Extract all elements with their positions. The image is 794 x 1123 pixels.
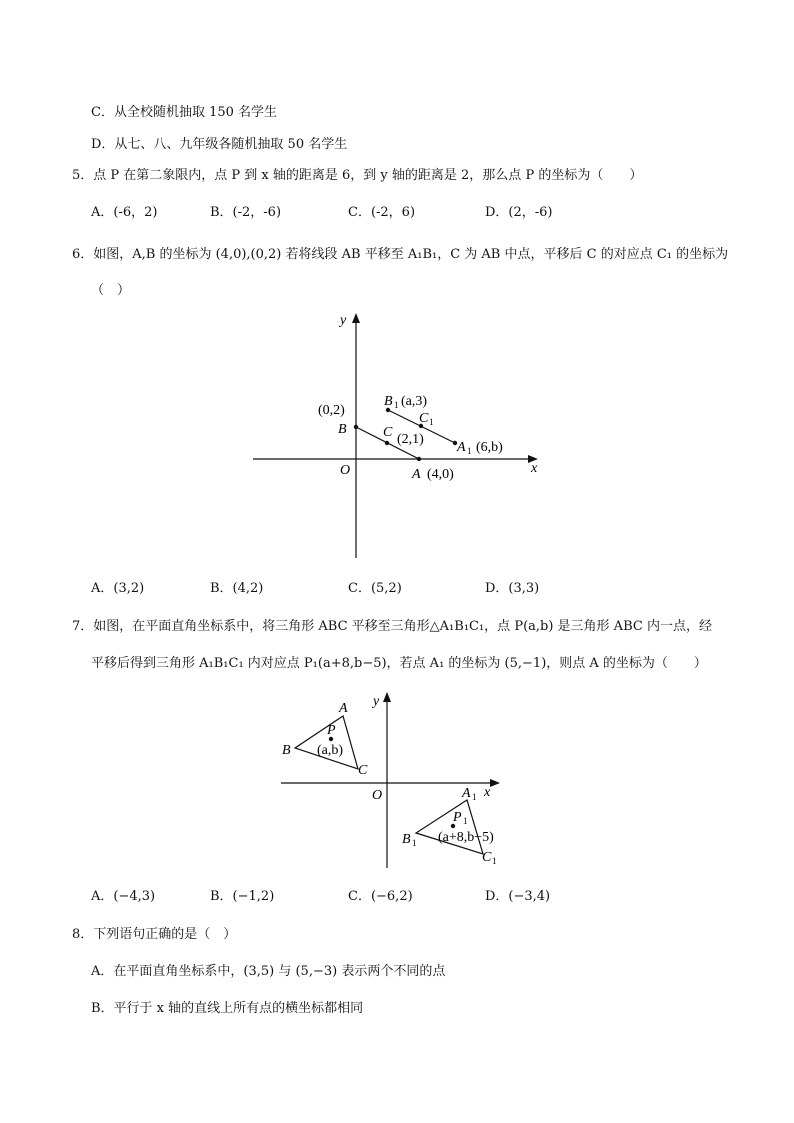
q8-option-b: B．平行于 x 轴的直线上所有点的横坐标都相同 bbox=[91, 1001, 364, 1016]
q5-option-d: D．(2，-6) bbox=[485, 205, 553, 220]
q4-option-c: C．从全校随机抽取 150 名学生 bbox=[91, 105, 278, 120]
q7-option-b: B．(−1,2) bbox=[210, 889, 275, 904]
q7-label-b1: B bbox=[402, 832, 411, 847]
q6-label-a1-coord: (6,b) bbox=[476, 440, 503, 455]
q6-label-b1: B bbox=[384, 394, 393, 409]
q6-label-c-coord: (2,1) bbox=[397, 432, 424, 447]
q6-label-a1: A bbox=[457, 440, 466, 455]
q7-label-c1-sub: 1 bbox=[492, 856, 497, 866]
q5-stem: 5．点 P 在第二象限内，点 P 到 x 轴的距离是 6，到 y 轴的距离是 2，那么点 P 的坐标为（ ） bbox=[72, 168, 643, 183]
q6-label-c1-sub: 1 bbox=[429, 417, 434, 427]
q4-option-d: D．从七、八、九年级各随机抽取 50 名学生 bbox=[91, 137, 348, 152]
q7-figure bbox=[276, 688, 516, 878]
q5-option-a: A．(-6，2) bbox=[91, 205, 158, 220]
q7-label-p-coord: (a,b) bbox=[317, 743, 344, 758]
q6-stem-paren: （ ） bbox=[91, 283, 131, 298]
q6-option-b: B．(4,2) bbox=[210, 581, 264, 596]
q7-label-a: A bbox=[339, 701, 348, 716]
q7-stem: 7．如图，在平面直角坐标系中，将三角形 ABC 平移至三角形△A₁B₁C₁，点 P(a,b) 是三角形 ABC 内一点，经 bbox=[72, 619, 712, 634]
q7-label-p1-sub: 1 bbox=[463, 816, 468, 826]
q7-axis-y-label: y bbox=[373, 694, 380, 709]
q6-y-arrow-icon bbox=[352, 313, 360, 323]
q7-origin-label: O bbox=[372, 788, 383, 803]
q7-y-arrow-icon bbox=[383, 692, 391, 702]
q6-label-a-coord: (4,0) bbox=[427, 467, 454, 482]
q6-label-b-coord: (0,2) bbox=[318, 403, 345, 418]
q7-label-p1: P bbox=[453, 810, 462, 825]
q6-point-b bbox=[354, 425, 358, 429]
q6-figure bbox=[250, 305, 550, 565]
q7-label-c: C bbox=[358, 763, 368, 778]
q6-label-b1-sub: 1 bbox=[394, 400, 399, 410]
q6-point-a bbox=[417, 457, 421, 461]
q7-stem-cont: 平移后得到三角形 A₁B₁C₁ 内对应点 P₁(a+8,b−5)，若点 A₁ 的坐标为 (5,−1)，则点 A 的坐标为（ ） bbox=[91, 656, 707, 671]
q7-x-arrow-icon bbox=[490, 779, 500, 787]
q7-label-a1-sub: 1 bbox=[472, 792, 477, 802]
q7-option-a: A．(−4,3) bbox=[91, 889, 156, 904]
q7-label-b1-sub: 1 bbox=[412, 838, 417, 848]
q7-option-d: D．(−3,4) bbox=[485, 889, 551, 904]
q6-label-c: C bbox=[383, 425, 393, 440]
q7-label-p: P bbox=[327, 723, 336, 738]
q6-stem: 6．如图，A,B 的坐标为 (4,0),(0,2) 若将线段 AB 平移至 A₁B₁，C 为 AB 中点，平移后 C 的对应点 C₁ 的坐标为 bbox=[72, 247, 729, 262]
q6-axis-y-label: y bbox=[340, 313, 347, 328]
q8-option-a: A．在平面直角坐标系中，(3,5) 与 (5,−3) 表示两个不同的点 bbox=[91, 964, 446, 979]
q5-option-c: C．(-2，6) bbox=[348, 205, 416, 220]
q6-axis-x-label: x bbox=[531, 461, 538, 476]
q6-option-d: D．(3,3) bbox=[485, 581, 540, 596]
q8-stem: 8．下列语句正确的是（ ） bbox=[72, 927, 237, 942]
q6-label-b1-coord: (a,3) bbox=[401, 394, 428, 409]
q6-label-c1: C bbox=[419, 411, 429, 426]
q7-label-a1: A bbox=[462, 786, 471, 801]
q7-option-c: C．(−6,2) bbox=[348, 889, 413, 904]
q6-label-b: B bbox=[338, 422, 347, 437]
q7-label-c1: C bbox=[482, 850, 492, 865]
q7-label-p1-coord: (a+8,b−5) bbox=[438, 830, 494, 845]
q7-triangle-a1b1c1 bbox=[416, 800, 483, 854]
q7-axis-x-label: x bbox=[484, 785, 491, 800]
q5-option-b: B．(-2，-6) bbox=[210, 205, 282, 220]
q6-option-c: C．(5,2) bbox=[348, 581, 402, 596]
q6-option-a: A．(3,2) bbox=[91, 581, 145, 596]
q6-label-a: A bbox=[412, 467, 421, 482]
q7-label-b: B bbox=[282, 743, 291, 758]
q6-label-a1-sub: 1 bbox=[467, 446, 472, 456]
q6-point-c bbox=[385, 441, 389, 445]
q6-origin-label: O bbox=[340, 463, 351, 478]
